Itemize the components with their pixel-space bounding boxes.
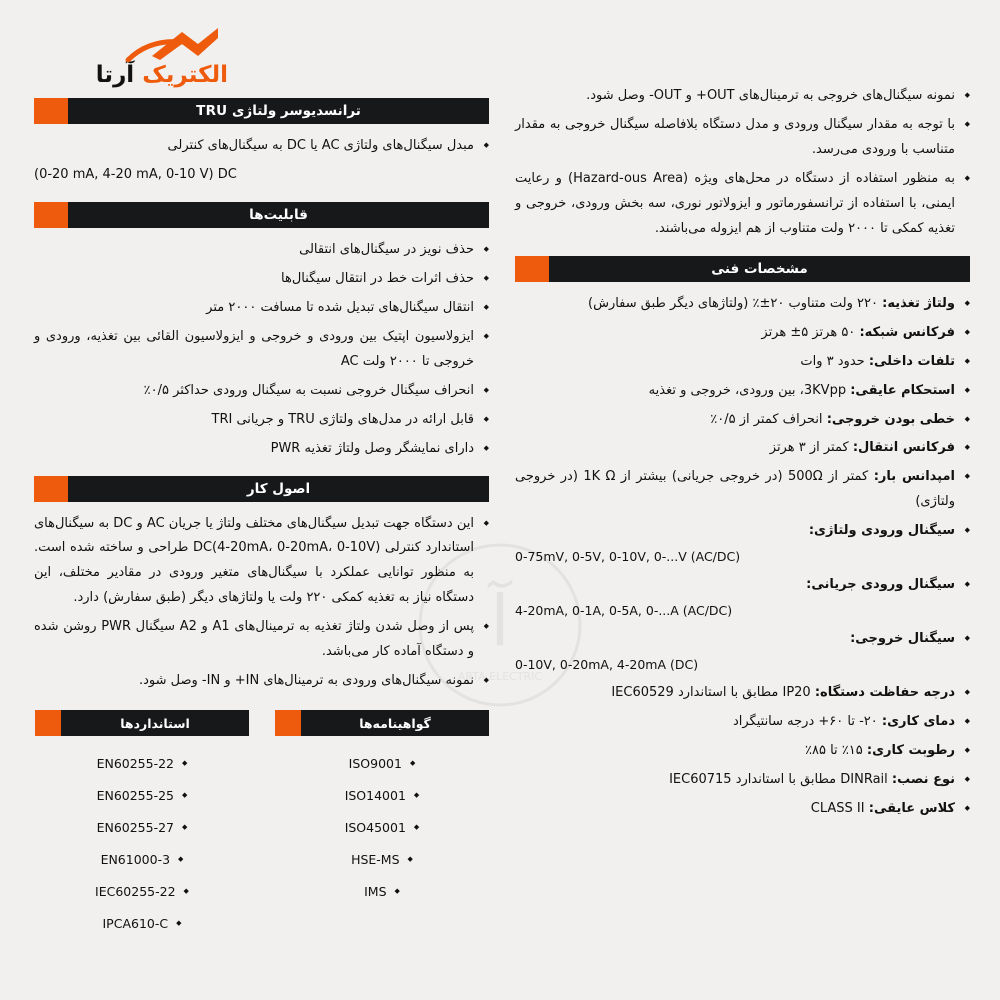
- standards-block: [35, 710, 249, 940]
- list-item: [515, 408, 970, 433]
- list-item: [35, 908, 249, 940]
- list-item: [515, 436, 970, 461]
- list-item: ◆ دارای نمایشگر وصل ولتاژ تغذیه PWR: [34, 437, 489, 462]
- standard-name: EN61000-3: [100, 852, 171, 868]
- section-header-standards: [35, 710, 249, 736]
- spec-label: درجه حفاظت دستگاه:: [814, 685, 955, 701]
- list-item: (0-20 mA, 4-20 mA, 0-10 V) DC: [34, 166, 237, 182]
- bullet-icon: ◆: [178, 855, 184, 864]
- section-header-standards-label: استانداردها: [61, 710, 249, 736]
- list-item: [35, 812, 249, 844]
- spec-value: DINRail مطابق با استاندارد IEC60715: [669, 772, 888, 788]
- spec-value: کمتر از 500Ω (در خروجی جریانی) بیشتر از 1K Ω (در خروجی ولتاژی): [515, 469, 955, 510]
- spec-value: انحراف کمتر از ۰/۵٪: [710, 411, 823, 427]
- spec-value: 0-10V, 0-20mA, 4-20mA (DC): [515, 657, 699, 673]
- bullet-icon: ◆: [407, 855, 413, 864]
- certificate-name: ISO45001: [344, 820, 406, 836]
- list-item: [35, 844, 249, 876]
- spec-label: سیگنال ورودی جریانی:: [806, 577, 955, 593]
- list-item: [515, 573, 970, 623]
- standard-name: IEC60255-22: [95, 884, 176, 900]
- spec-value: ۲۰- تا ۶۰+ درجه سانتیگراد: [732, 714, 878, 730]
- list-item: [515, 797, 970, 822]
- header-accent-block: [34, 476, 68, 502]
- content-columns: [30, 84, 970, 940]
- list-item: ◆ انحراف سیگنال خروجی نسبت به سیگنال ورودی حداکثر ۰/۵٪: [34, 379, 489, 404]
- certificate-name: HSE-MS: [351, 852, 400, 868]
- certificates-block: [275, 710, 489, 940]
- svg-text:آ: آ: [490, 580, 510, 662]
- spec-value: ۲۲۰ ولت متناوب ۲۰±٪ (ولتاژهای دیگر طبق سفارش): [588, 295, 878, 311]
- header-accent-block: [34, 202, 68, 228]
- list-item: ◆ حذف اثرات خط در انتقال سیگنال‌ها: [34, 267, 489, 292]
- logo-word-accent: الکتریک: [142, 62, 228, 88]
- standard-name: IPCA610-C: [102, 916, 169, 932]
- section-header-title-label: ترانسدیوسر ولتاژی TRU: [68, 98, 489, 124]
- bullet-icon: ◆: [182, 759, 188, 768]
- spec-label: نوع نصب:: [891, 772, 955, 788]
- list-item: [515, 681, 970, 706]
- list-item: [515, 465, 970, 515]
- list-item: [515, 739, 970, 764]
- product-title-list: [34, 134, 489, 188]
- spec-label: امپدانس بار:: [873, 469, 955, 485]
- list-item: ◆ نمونه سیگنال‌های خروجی به ترمینال‌های OUT+ و OUT- وصل شود.: [515, 84, 970, 109]
- spec-label: سیگنال ورودی ولتاژی:: [808, 523, 955, 539]
- list-item: [35, 876, 249, 908]
- bullet-icon: ◆: [413, 791, 420, 800]
- list-item: [35, 780, 249, 812]
- list-item: ◆ با توجه به مقدار سیگنال ورودی و مدل دستگاه بلافاصله سیگنال خروجی به مقدار متناسب با ورودی می‌رسد.: [515, 113, 970, 163]
- list-item: [515, 519, 970, 569]
- list-item: [35, 748, 249, 780]
- spec-label: رطوبت کاری:: [866, 743, 955, 759]
- list-item: [515, 379, 970, 404]
- right-column: [515, 84, 970, 940]
- bullet-icon: ◆: [183, 887, 189, 896]
- bullet-icon: ◆: [182, 823, 188, 832]
- list-item: ◆ مبدل سیگنال‌های ولتاژی AC یا DC به سیگنال‌های کنترلی: [34, 134, 489, 159]
- header-accent-block: [34, 98, 68, 124]
- spec-value: 3KVpp، بین ورودی، خروجی و تغذیه: [648, 382, 847, 398]
- header-accent-block: [515, 256, 549, 282]
- list-item: ◆ انتقال سیگنال‌های تبدیل شده تا مسافت ۲۰۰۰ متر: [34, 296, 489, 321]
- spec-value: IP20 مطابق با استاندارد IEC60529: [611, 685, 811, 701]
- list-item: ◆ به منظور استفاده از دستگاه در محل‌های ویژه (Hazard-ous Area) و رعایت ایمنی، با استفاده از ترانسفورماتور و ایزولاتور نوری، سه بخش ورودی، خروجی و تغذیه کمکی تا ۲۰۰۰ ولت متناوب از هم ایزوله می‌باشند.: [515, 167, 970, 242]
- spec-label: خطی بودن خروجی:: [826, 411, 955, 427]
- list-item: [515, 768, 970, 793]
- spec-label: فرکانس انتقال:: [852, 440, 955, 456]
- bullet-icon: ◆: [182, 791, 188, 800]
- list-item: ◆ حذف نویز در سیگنال‌های انتقالی: [34, 238, 489, 263]
- list-item: [515, 292, 970, 317]
- intro-list: [515, 84, 970, 242]
- standard-name: EN60255-27: [96, 820, 175, 836]
- spec-value: CLASS II: [810, 801, 865, 817]
- standard-name: EN60255-22: [96, 756, 175, 772]
- logo-word-main: آرتا: [95, 62, 135, 88]
- list-item: [275, 876, 489, 908]
- spec-value: ۵۰ هرتز ۵± هرتز: [761, 324, 856, 340]
- spec-label: دمای کاری:: [881, 714, 955, 730]
- list-item: ◆ ایزولاسیون اپتیک بین ورودی و خروجی و ایزولاسیون القائی بین تغذیه، ورودی و خروجی تا ۲۰۰۰ ولت AC: [34, 325, 489, 375]
- bullet-icon: ◆: [394, 887, 400, 896]
- standards-list: [35, 748, 249, 940]
- certificate-name: ISO14001: [344, 788, 406, 804]
- bottom-tables: [34, 710, 489, 940]
- list-item: [275, 812, 489, 844]
- list-item: [515, 627, 970, 677]
- list-item: ◆ قابل ارائه در مدل‌های ولتاژی TRU و جریانی TRI: [34, 408, 489, 433]
- brand-logo: [32, 26, 232, 92]
- spec-value: 4-20mA, 0-1A, 0-5A, 0-...A (AC/DC): [515, 603, 733, 619]
- list-item: [515, 321, 970, 346]
- principle-list: [34, 512, 489, 695]
- section-header-principle-label: اصول کار: [68, 476, 489, 502]
- list-item: [275, 780, 489, 812]
- list-item: [515, 350, 970, 375]
- section-header-certificates: [275, 710, 489, 736]
- list-item: [275, 748, 489, 780]
- spec-value: ۱۵٪ تا ۸۵٪: [805, 743, 863, 759]
- specs-list: [515, 292, 970, 822]
- left-column: [34, 84, 489, 940]
- spec-label: سیگنال خروجی:: [850, 631, 955, 647]
- list-item: ◆ این دستگاه جهت تبدیل سیگنال‌های مختلف ولتاژ یا جریان AC و DC به سیگنال‌های استاندارد کنترلی DC(4-20mA، 0-20mA، 0-10V) طراحی و ساخته شده است. به منظور توانایی عملکرد با سیگنال‌های متغیر ورودی در مقادیر مختلف، این دستگاه نیاز به تغذیه کمکی ۲۲۰ ولت یا ولتاژهای دیگر (طبق سفارش) دارد.: [34, 512, 489, 612]
- spec-value: 0-75mV, 0-5V, 0-10V, 0-...V (AC/DC): [515, 549, 741, 565]
- logo-arrow-icon: [32, 26, 222, 60]
- certificates-list: [275, 748, 489, 908]
- section-header-title: [34, 98, 489, 124]
- section-header-features: [34, 202, 489, 228]
- spec-value: حدود ۳ وات: [800, 353, 865, 369]
- spec-label: ولتاژ تغذیه:: [882, 295, 955, 311]
- list-item: [275, 844, 489, 876]
- spec-value: کمتر از ۳ هرتز: [769, 440, 849, 456]
- svg-text:ARTA ELECTRIC: ARTA ELECTRIC: [457, 670, 543, 683]
- certificate-name: ISO9001: [348, 756, 402, 772]
- bullet-icon: ◆: [176, 919, 182, 928]
- logo-wordmark: [32, 62, 232, 88]
- bullet-icon: ◆: [409, 759, 416, 768]
- spec-label: تلفات داخلی:: [868, 353, 955, 369]
- spec-label: استحکام عایقی:: [850, 382, 955, 398]
- list-item: [515, 710, 970, 735]
- features-list: [34, 238, 489, 462]
- spec-label: فرکانس شبکه:: [859, 324, 955, 340]
- header-accent-block: [35, 710, 61, 736]
- section-header-specs: [515, 256, 970, 282]
- section-header-features-label: قابلیت‌ها: [68, 202, 489, 228]
- bullet-icon: ◆: [413, 823, 420, 832]
- header-accent-block: [275, 710, 301, 736]
- list-item: ◆ نمونه سیگنال‌های ورودی به ترمینال‌های IN+ و IN- وصل شود.: [34, 669, 489, 694]
- section-header-principle: [34, 476, 489, 502]
- standard-name: EN60255-25: [96, 788, 175, 804]
- section-header-specs-label: مشخصات فنی: [549, 256, 970, 282]
- spec-label: کلاس عایقی:: [868, 801, 955, 817]
- list-item: ◆ پس از وصل شدن ولتاژ تغذیه به ترمینال‌های A1 و A2 سیگنال PWR روشن شده و دستگاه آماده کار می‌باشد.: [34, 615, 489, 665]
- certificate-name: IMS: [364, 884, 387, 900]
- section-header-certificates-label: گواهینامه‌ها: [301, 710, 489, 736]
